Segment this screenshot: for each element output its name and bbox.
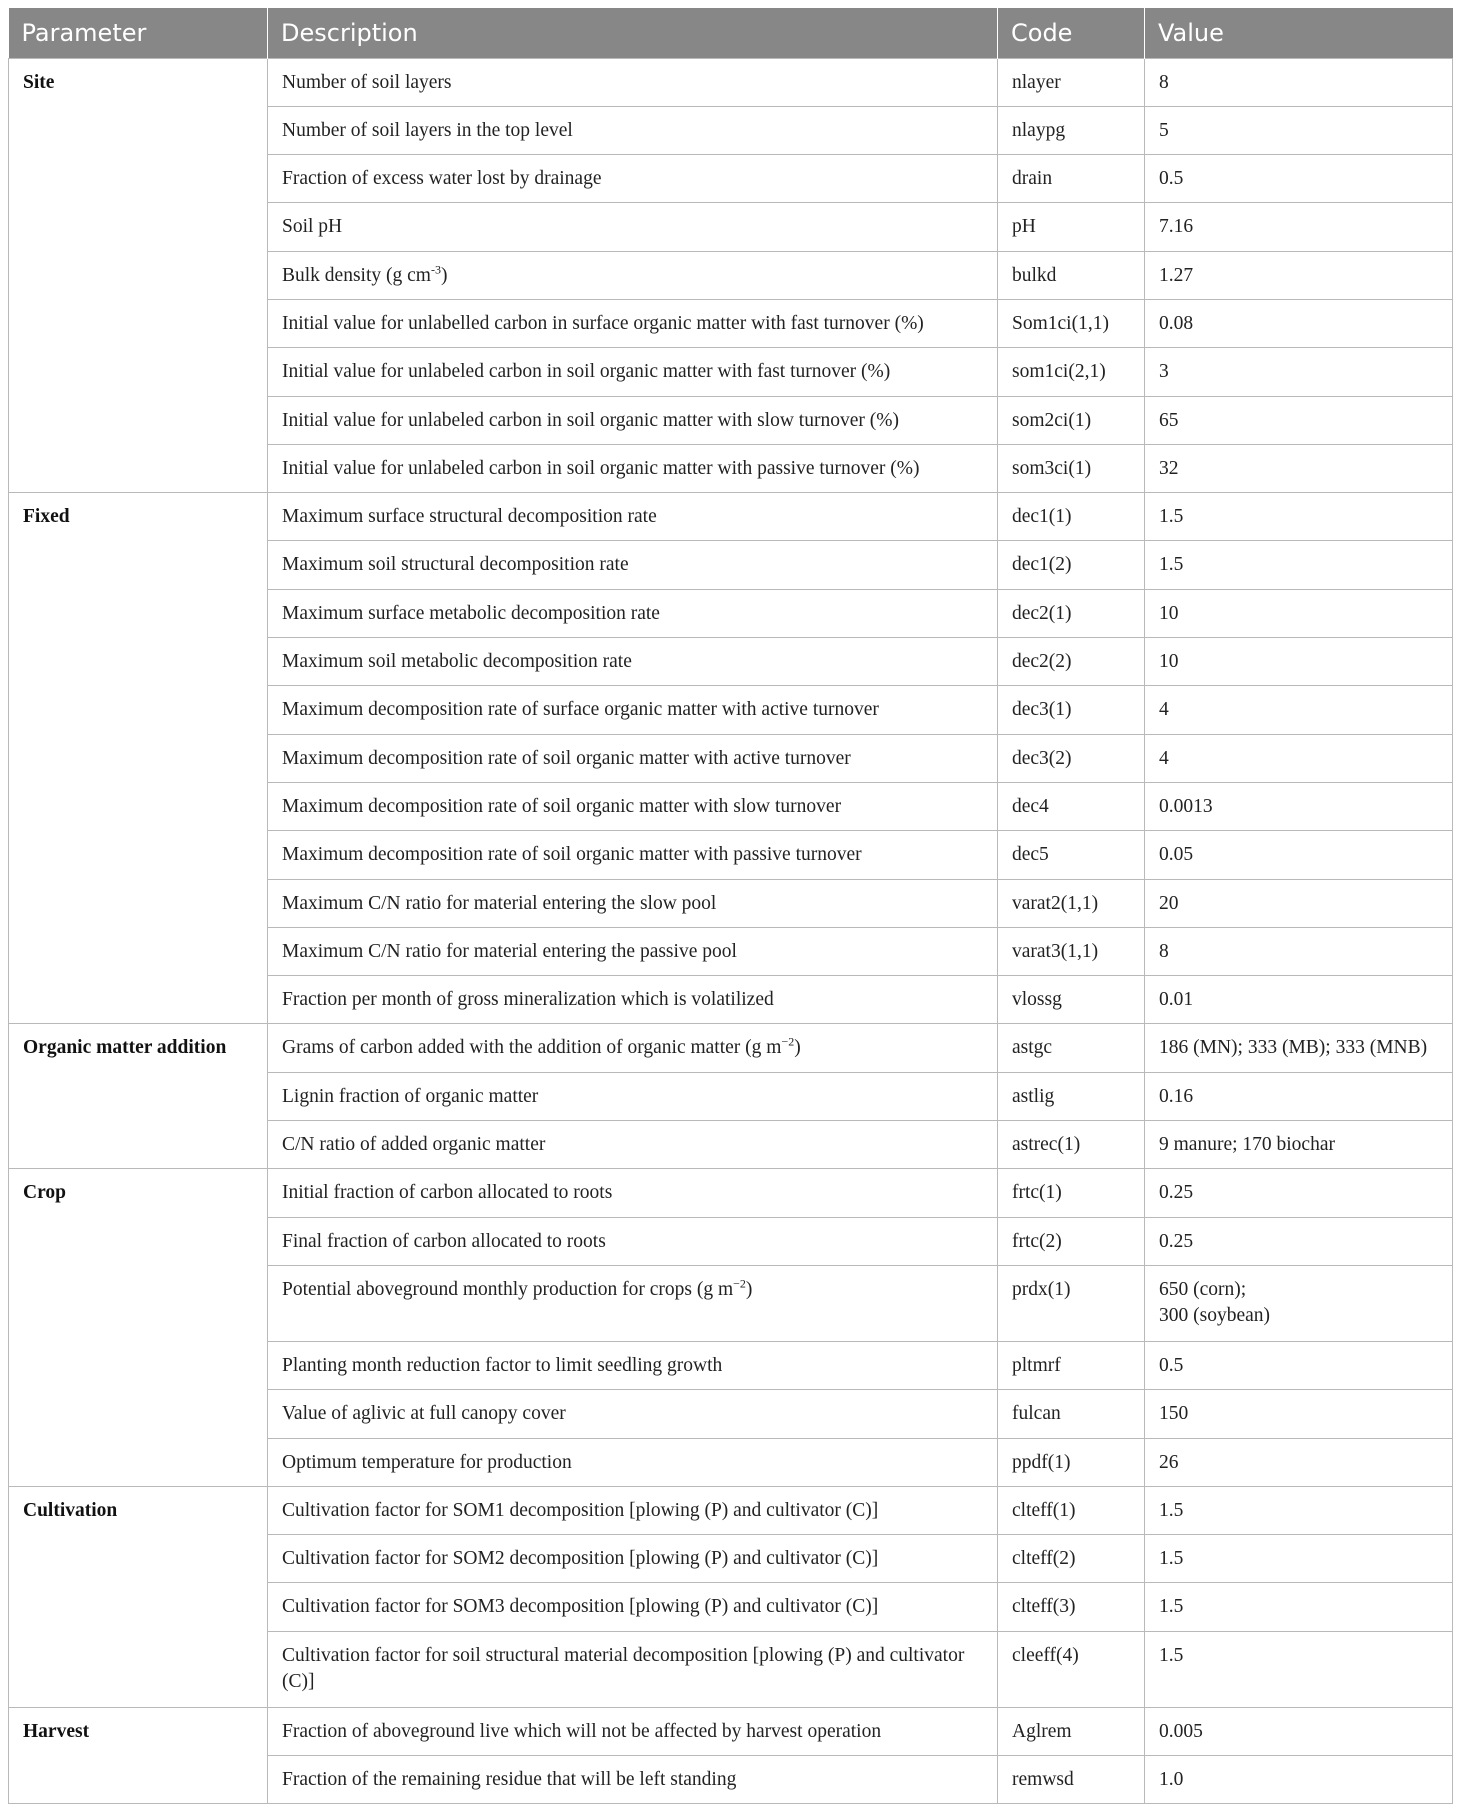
row-value: 0.5 [1145, 155, 1453, 203]
row-value: 1.5 [1145, 1486, 1453, 1534]
row-value: 10 [1145, 589, 1453, 637]
row-description: Fraction of aboveground live which will not be affected by harvest operation [268, 1707, 998, 1755]
row-description: Maximum soil metabolic decomposition rate [268, 638, 998, 686]
row-description: Maximum decomposition rate of soil organic matter with slow turnover [268, 782, 998, 830]
row-description: Initial value for unlabeled carbon in soil organic matter with slow turnover (%) [268, 396, 998, 444]
row-value: 8 [1145, 927, 1453, 975]
row-code: som1ci(2,1) [998, 348, 1145, 396]
row-code: frtc(1) [998, 1169, 1145, 1217]
row-value: 65 [1145, 396, 1453, 444]
group-site: Site [9, 58, 268, 493]
parameter-table-container [8, 8, 1452, 1804]
row-description: Cultivation factor for SOM3 decomposition [plowing (P) and cultivator (C)] [268, 1583, 998, 1631]
row-value: 10 [1145, 638, 1453, 686]
row-description: Fraction per month of gross mineralization which is volatilized [268, 976, 998, 1024]
row-value: 1.27 [1145, 251, 1453, 299]
row-code: dec1(2) [998, 541, 1145, 589]
row-description: C/N ratio of added organic matter [268, 1121, 998, 1169]
description-tail: ) [794, 1037, 801, 1059]
row-description: Initial value for unlabeled carbon in soil organic matter with fast turnover (%) [268, 348, 998, 396]
row-value: 26 [1145, 1438, 1453, 1486]
row-code: remwsd [998, 1756, 1145, 1804]
row-description: Initial value for unlabeled carbon in soil organic matter with passive turnover (%) [268, 444, 998, 492]
row-value: 4 [1145, 734, 1453, 782]
row-code: clteff(3) [998, 1583, 1145, 1631]
row-description: Maximum decomposition rate of surface organic matter with active turnover [268, 686, 998, 734]
row-value: 186 (MN); 333 (MB); 333 (MNB) [1145, 1024, 1453, 1072]
row-value: 0.5 [1145, 1341, 1453, 1389]
row-description: Maximum surface metabolic decomposition rate [268, 589, 998, 637]
row-value: 8 [1145, 58, 1453, 106]
row-code: varat3(1,1) [998, 927, 1145, 975]
row-description: Maximum surface structural decomposition rate [268, 493, 998, 541]
row-description: Fraction of the remaining residue that will be left standing [268, 1756, 998, 1804]
row-value: 32 [1145, 444, 1453, 492]
row-description: Cultivation factor for SOM2 decomposition [plowing (P) and cultivator (C)] [268, 1535, 998, 1583]
row-description: Initial value for unlabelled carbon in surface organic matter with fast turnover (%) [268, 299, 998, 347]
row-description: Number of soil layers in the top level [268, 106, 998, 154]
value-line-2: 300 (soybean) [1159, 1304, 1271, 1326]
unit-superscript: −2 [733, 1276, 746, 1291]
row-value: 0.25 [1145, 1217, 1453, 1265]
row-value: 7.16 [1145, 203, 1453, 251]
row-code: dec4 [998, 782, 1145, 830]
row-value: 0.005 [1145, 1707, 1453, 1755]
row-code: dec2(2) [998, 638, 1145, 686]
row-description: Number of soil layers [268, 58, 998, 106]
row-description: Cultivation factor for soil structural material decomposition [plowing (P) and cultivator (C)] [268, 1631, 998, 1707]
header-value: Value [1145, 8, 1453, 58]
row-code: nlayer [998, 58, 1145, 106]
row-description: Maximum C/N ratio for material entering the passive pool [268, 927, 998, 975]
row-code: pltmrf [998, 1341, 1145, 1389]
header-code: Code [998, 8, 1145, 58]
row-value: 1.5 [1145, 1631, 1453, 1707]
row-value: 0.25 [1145, 1169, 1453, 1217]
row-code: cleeff(4) [998, 1631, 1145, 1707]
row-value: 0.05 [1145, 831, 1453, 879]
table-row [9, 1024, 1453, 1072]
row-code: nlaypg [998, 106, 1145, 154]
table-row [9, 1486, 1453, 1534]
row-code: frtc(2) [998, 1217, 1145, 1265]
row-value: 1.5 [1145, 541, 1453, 589]
row-value: 5 [1145, 106, 1453, 154]
row-description [268, 1024, 998, 1072]
row-value [1145, 1265, 1453, 1341]
row-value: 0.0013 [1145, 782, 1453, 830]
header-description: Description [268, 8, 998, 58]
group-organic-matter-addition: Organic matter addition [9, 1024, 268, 1169]
row-description: Maximum soil structural decomposition rate [268, 541, 998, 589]
description-text: Potential aboveground monthly production for crops (g m [282, 1278, 734, 1300]
group-harvest: Harvest [9, 1707, 268, 1804]
row-code: bulkd [998, 251, 1145, 299]
row-code: som2ci(1) [998, 396, 1145, 444]
row-description: Maximum decomposition rate of soil organic matter with active turnover [268, 734, 998, 782]
row-code: prdx(1) [998, 1265, 1145, 1341]
row-code: Aglrem [998, 1707, 1145, 1755]
row-description: Soil pH [268, 203, 998, 251]
row-code: fulcan [998, 1390, 1145, 1438]
table-header-row [9, 8, 1453, 58]
group-fixed: Fixed [9, 493, 268, 1024]
row-value: 4 [1145, 686, 1453, 734]
description-tail: ) [745, 1278, 753, 1300]
row-description: Fraction of excess water lost by drainage [268, 155, 998, 203]
row-value: 1.0 [1145, 1756, 1453, 1804]
row-code: astlig [998, 1072, 1145, 1120]
header-parameter: Parameter [9, 8, 268, 58]
row-code: clteff(1) [998, 1486, 1145, 1534]
row-value: 1.5 [1145, 1535, 1453, 1583]
row-code: dec3(1) [998, 686, 1145, 734]
description-text: Bulk density (g cm [282, 264, 431, 286]
row-description: Optimum temperature for production [268, 1438, 998, 1486]
row-description: Planting month reduction factor to limit seedling growth [268, 1341, 998, 1389]
description-text: Grams of carbon added with the addition of organic matter (g m [282, 1037, 782, 1059]
row-code: varat2(1,1) [998, 879, 1145, 927]
row-code: clteff(2) [998, 1535, 1145, 1583]
row-code: dec5 [998, 831, 1145, 879]
row-description [268, 251, 998, 299]
row-value: 0.01 [1145, 976, 1453, 1024]
row-value: 150 [1145, 1390, 1453, 1438]
row-description: Maximum decomposition rate of soil organic matter with passive turnover [268, 831, 998, 879]
row-code: som3ci(1) [998, 444, 1145, 492]
unit-superscript: -3 [430, 262, 441, 277]
row-code: ppdf(1) [998, 1438, 1145, 1486]
row-code: pH [998, 203, 1145, 251]
row-code: dec3(2) [998, 734, 1145, 782]
value-line-1: 650 (corn); [1159, 1278, 1247, 1300]
row-code: dec1(1) [998, 493, 1145, 541]
row-description: Cultivation factor for SOM1 decomposition [plowing (P) and cultivator (C)] [268, 1486, 998, 1534]
group-crop: Crop [9, 1169, 268, 1486]
row-value: 1.5 [1145, 493, 1453, 541]
row-code: vlossg [998, 976, 1145, 1024]
group-cultivation: Cultivation [9, 1486, 268, 1707]
table-row [9, 1169, 1453, 1217]
row-code: dec2(1) [998, 589, 1145, 637]
row-description: Initial fraction of carbon allocated to roots [268, 1169, 998, 1217]
row-code: astgc [998, 1024, 1145, 1072]
table-row [9, 58, 1453, 106]
table-row [9, 493, 1453, 541]
row-value: 0.08 [1145, 299, 1453, 347]
table-row [9, 1707, 1453, 1755]
row-value: 1.5 [1145, 1583, 1453, 1631]
row-description: Final fraction of carbon allocated to roots [268, 1217, 998, 1265]
row-value: 0.16 [1145, 1072, 1453, 1120]
row-value: 3 [1145, 348, 1453, 396]
parameter-table [8, 8, 1453, 1804]
row-code: Som1ci(1,1) [998, 299, 1145, 347]
row-value: 9 manure; 170 biochar [1145, 1121, 1453, 1169]
row-code: drain [998, 155, 1145, 203]
row-code: astrec(1) [998, 1121, 1145, 1169]
row-description [268, 1265, 998, 1341]
row-description: Value of aglivic at full canopy cover [268, 1390, 998, 1438]
unit-superscript: −2 [781, 1034, 795, 1049]
description-tail: ) [440, 264, 448, 286]
row-value: 20 [1145, 879, 1453, 927]
row-description: Maximum C/N ratio for material entering the slow pool [268, 879, 998, 927]
row-description: Lignin fraction of organic matter [268, 1072, 998, 1120]
